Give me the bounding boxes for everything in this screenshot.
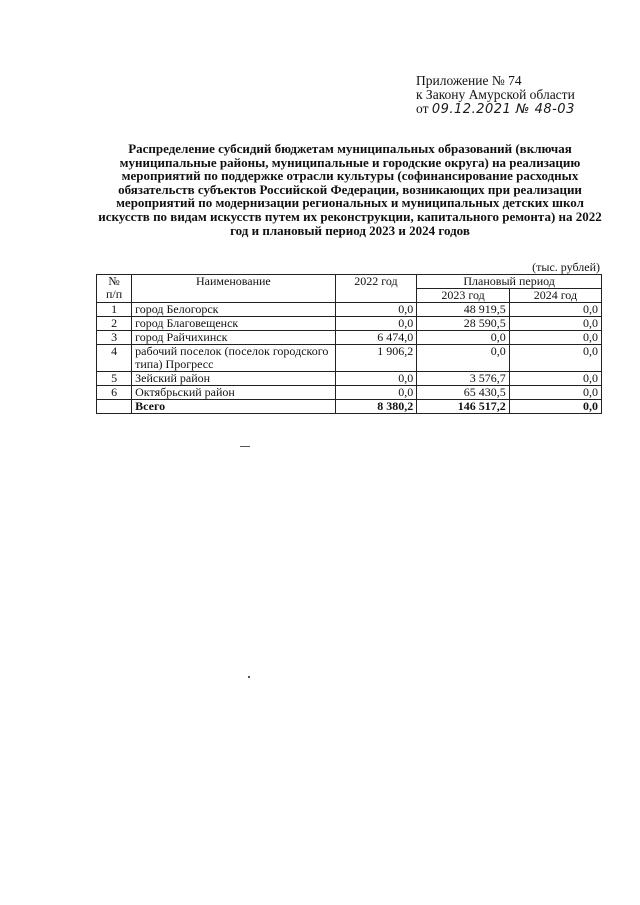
- subsidy-table: [96, 274, 602, 414]
- row-2024: 0,0: [509, 372, 601, 386]
- row-2024: 0,0: [509, 317, 601, 331]
- row-2023: 0,0: [417, 331, 509, 345]
- header-2022: 2022 год: [335, 275, 417, 303]
- row-name: Зейский район: [132, 372, 335, 386]
- scan-speck: [240, 446, 250, 447]
- header-plan-period: Плановый период: [417, 275, 602, 289]
- appendix-law-reference: к Закону Амурской области: [416, 87, 575, 102]
- row-2024: 0,0: [509, 345, 601, 372]
- row-2022: 0,0: [335, 386, 417, 400]
- row-num: 5: [97, 372, 132, 386]
- total-2023: 146 517,2: [417, 400, 509, 414]
- header-num-pp: п/п: [105, 287, 123, 301]
- header-2023: 2023 год: [417, 289, 509, 303]
- row-2022: 1 906,2: [335, 345, 417, 372]
- total-num-empty: [97, 400, 132, 414]
- header-2024: 2024 год: [509, 289, 601, 303]
- handwritten-date-number: 09.12.2021 № 48-03: [431, 102, 575, 117]
- total-2024: 0,0: [509, 400, 601, 414]
- appendix-date-prefix: от: [416, 101, 429, 116]
- row-2024: 0,0: [509, 303, 601, 317]
- row-name: город Райчихинск: [132, 331, 335, 345]
- table-row: [97, 303, 602, 317]
- total-2022: 8 380,2: [335, 400, 417, 414]
- row-name: Октябрьский район: [132, 386, 335, 400]
- row-num: 1: [97, 303, 132, 317]
- row-name: город Белогорск: [132, 303, 335, 317]
- unit-label: (тыс. рублей): [532, 260, 600, 274]
- table-header-row: [97, 275, 602, 289]
- row-num: 2: [97, 317, 132, 331]
- row-2022: 0,0: [335, 317, 417, 331]
- table-row: [97, 386, 602, 400]
- appendix-number: Приложение № 74: [416, 73, 522, 88]
- appendix-date-line: [416, 102, 616, 117]
- row-2022: 0,0: [335, 372, 417, 386]
- row-num: 4: [97, 345, 132, 372]
- scan-speck: [248, 676, 250, 678]
- header-num-symbol: №: [108, 274, 120, 288]
- row-name: город Благовещенск: [132, 317, 335, 331]
- row-2024: 0,0: [509, 331, 601, 345]
- row-2022: 0,0: [335, 303, 417, 317]
- row-num: 6: [97, 386, 132, 400]
- row-num: 3: [97, 331, 132, 345]
- table-row: [97, 317, 602, 331]
- row-2022: 6 474,0: [335, 331, 417, 345]
- row-2024: 0,0: [509, 386, 601, 400]
- total-row: [97, 400, 602, 414]
- total-label: Всего: [132, 400, 335, 414]
- row-2023: 28 590,5: [417, 317, 509, 331]
- table-row: [97, 345, 602, 372]
- row-name: рабочий поселок (поселок городского типа) Прогресс: [132, 345, 335, 372]
- row-2023: 3 576,7: [417, 372, 509, 386]
- header-num: [97, 275, 132, 303]
- appendix-block: [416, 74, 616, 117]
- document-title: Распределение субсидий бюджетам муниципальных образований (включая муниципальные районы, муниципальные и городские округа) на реализацию мероприятий по поддержке отрасли культуры (софинансирование расходных обязательств субъектов Российской Федерации, возникающих при реализации мероприятий по модернизации региональных и муниципальных детских школ искусств по видам искусств путем их реконструкции, капитального ремонта) на 2022 год и плановый период 2023 и 2024 годов: [98, 141, 602, 238]
- row-2023: 48 919,5: [417, 303, 509, 317]
- row-2023: 65 430,5: [417, 386, 509, 400]
- table-row: [97, 331, 602, 345]
- table-row: [97, 372, 602, 386]
- row-2023: 0,0: [417, 345, 509, 372]
- header-name: Наименование: [132, 275, 335, 303]
